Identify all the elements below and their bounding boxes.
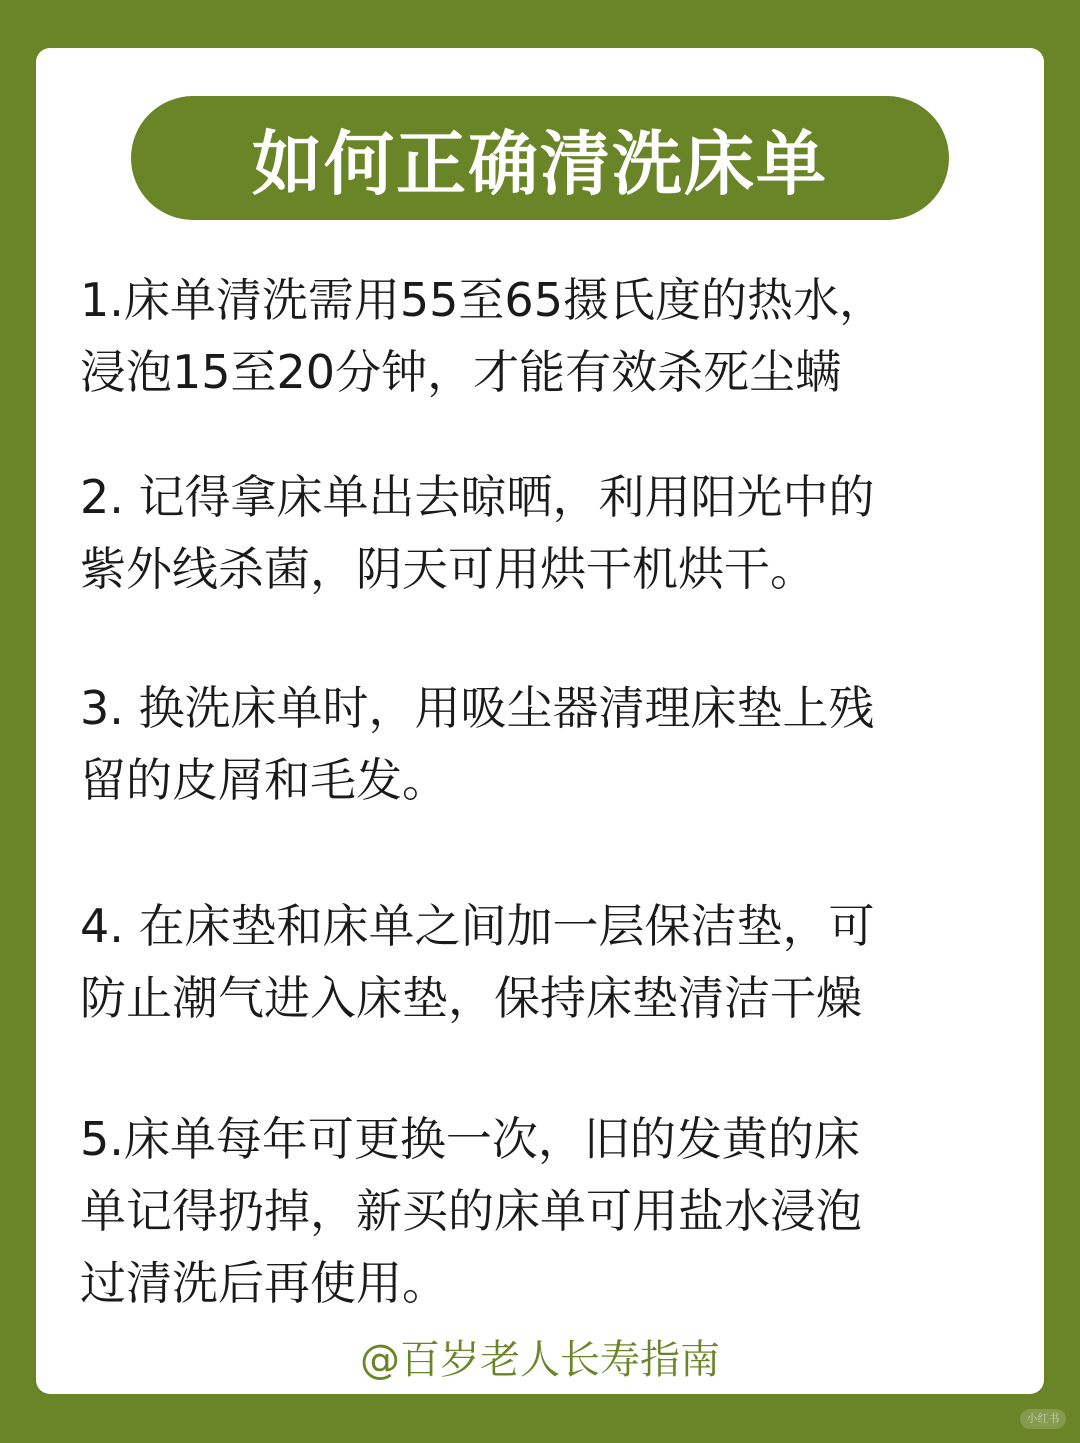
author-signature: @百岁老人长寿指南 (360, 1337, 720, 1383)
tip-5-line-1: 5.床单每年可更换一次，旧的发黄的床 (80, 1112, 860, 1166)
tip-1 (80, 264, 1010, 408)
tip-1-line-1: 1.床单清洗需用55至65摄氏度的热水， (80, 273, 885, 327)
tip-5-line-2: 单记得扔掉，新买的床单可用盐水浸泡 (80, 1184, 862, 1238)
tip-2-line-1: 2. 记得拿床单出去晾晒，利用阳光中的 (80, 470, 875, 524)
title-banner (131, 96, 949, 220)
tip-4 (80, 890, 1010, 1034)
tip-1-line-2: 浸泡15至20分钟，才能有效杀死尘螨 (80, 345, 842, 399)
tip-5 (80, 1103, 1010, 1319)
page-title: 如何正确清洗床单 (252, 122, 828, 205)
tip-3-line-2: 留的皮屑和毛发。 (80, 753, 448, 807)
tip-3-line-1: 3. 换洗床单时，用吸尘器清理床垫上残 (80, 681, 875, 735)
tip-3 (80, 672, 1010, 816)
tip-2 (80, 461, 1010, 605)
tip-2-line-2: 紫外线杀菌，阴天可用烘干机烘干。 (80, 542, 816, 596)
tip-4-line-2: 防止潮气进入床垫，保持床垫清洁干燥 (80, 971, 862, 1025)
tip-5-line-3: 过清洗后再使用。 (80, 1256, 448, 1310)
platform-watermark: 小红书 (1020, 1409, 1066, 1429)
tip-4-line-1: 4. 在床垫和床单之间加一层保洁垫，可 (80, 899, 875, 953)
